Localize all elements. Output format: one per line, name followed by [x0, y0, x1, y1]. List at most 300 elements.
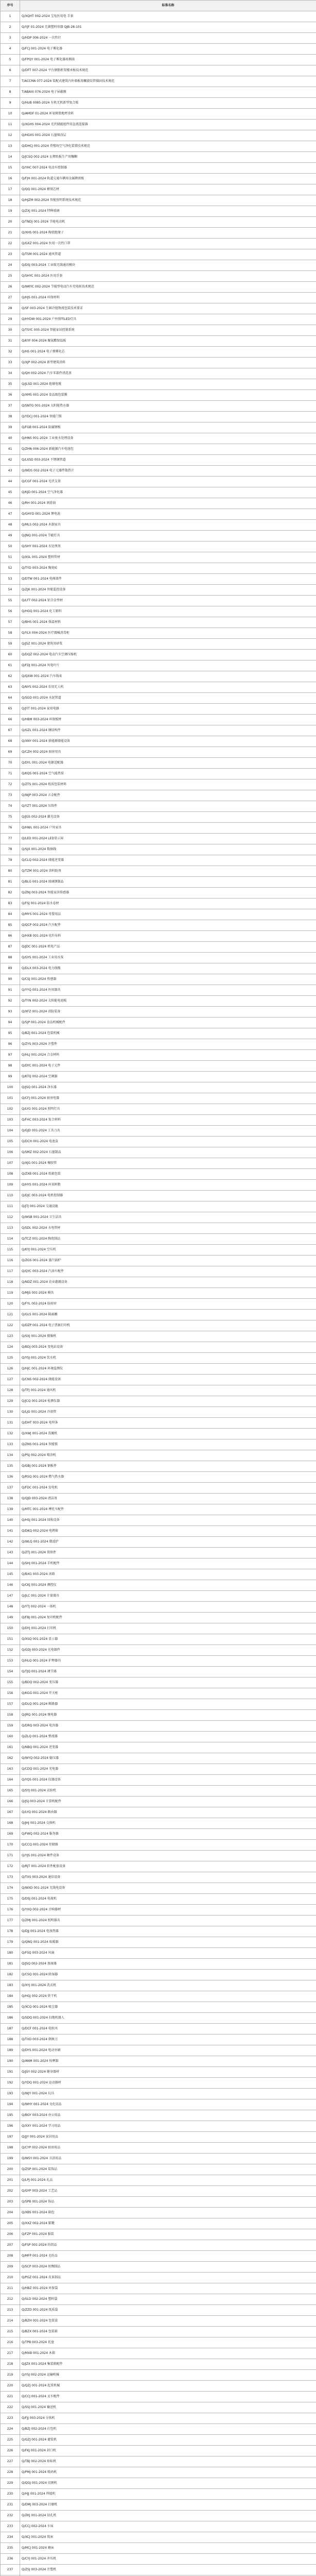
standard-name-cell: Q/JSQ 002-2024 加湿器: [20, 1959, 316, 1970]
table-row: [1, 812, 316, 823]
table-row: [1, 1191, 316, 1201]
standard-name-cell: Q/HYS 001-2024 环氧树脂: [20, 1180, 316, 1191]
table-row: [1, 2424, 316, 2435]
row-index-cell: 40: [1, 433, 20, 444]
standard-name-cell: Q/WSY 001-2024 卫浴用品: [20, 2154, 316, 2164]
row-index-cell: 124: [1, 1342, 20, 1353]
table-row: [1, 1104, 316, 1115]
row-index-cell: 140: [1, 1515, 20, 1526]
standard-name-cell: Q/QZJ 001-2024 起重机械: [20, 2381, 316, 2392]
standard-name-cell: Q/DSJ 003-2024 工业级无线通讯模块: [20, 260, 316, 271]
table-row: [1, 996, 316, 1007]
standard-name-cell: Q/DHT 003-2024 电焊条: [20, 1418, 316, 1429]
standard-name-cell: Q/YXQ 002-2024 音响器材: [20, 1905, 316, 1916]
standard-name-cell: Q/NYS 002-2024 农用无人机: [20, 682, 316, 693]
table-row: [1, 1050, 316, 1061]
row-index-cell: 178: [1, 1926, 20, 1937]
table-row: [1, 1007, 316, 1018]
row-index-cell: 174: [1, 1883, 20, 1894]
standard-name-cell: Q/CSQ 001-2024 除湿器: [20, 1970, 316, 1980]
row-index-cell: 80: [1, 866, 20, 877]
standard-name-cell: Q/TFJ 001-2024 通风机: [20, 1385, 316, 1396]
row-index-cell: 218: [1, 2359, 20, 2370]
table-row: [1, 2402, 316, 2413]
standard-name-cell: Q/HWL 001-2024 户外家具: [20, 823, 316, 834]
row-index-cell: 77: [1, 834, 20, 844]
table-row: [1, 1537, 316, 1548]
row-index-cell: 66: [1, 715, 20, 725]
standard-name-cell: Q/JCQ 001-2024 检测仪器: [20, 1396, 316, 1407]
row-index-cell: 1: [1, 11, 20, 22]
table-body: [1, 11, 316, 2576]
row-index-cell: 228: [1, 2467, 20, 2478]
table-row: [1, 1807, 316, 1818]
row-index-cell: 192: [1, 2078, 20, 2089]
row-index-cell: 55: [1, 596, 20, 606]
row-index-cell: 27: [1, 293, 20, 303]
table-row: [1, 1201, 316, 1212]
standard-name-cell: Q/SDQ 001-2024 扫地机器人: [20, 2013, 316, 2024]
row-index-cell: 39: [1, 422, 20, 433]
row-index-cell: 18: [1, 195, 20, 206]
standard-name-cell: Q/WKYC 002-2024 节能型电动汽车充电桩技术规范: [20, 282, 316, 293]
table-row: [1, 628, 316, 639]
table-row: [1, 2067, 316, 2078]
row-index-cell: 99: [1, 1072, 20, 1082]
table-row: [1, 44, 316, 55]
standard-name-cell: Q/FKJ 001-2024 封口机: [20, 2446, 316, 2456]
table-row: [1, 1948, 316, 1959]
standard-name-cell: Q/RJT 001-2024 软件配套设备: [20, 1861, 316, 1872]
row-index-cell: 112: [1, 1212, 20, 1223]
table-row: [1, 639, 316, 650]
table-row: [1, 11, 316, 22]
standard-name-cell: Q/TCZ 001-2024 陶瓷制品: [20, 1234, 316, 1245]
row-index-cell: 145: [1, 1569, 20, 1580]
table-row: [1, 574, 316, 585]
row-index-cell: 132: [1, 1429, 20, 1439]
standard-name-cell: Q/QNQ 001-2024 取暖器: [20, 1937, 316, 1948]
table-row: [1, 1980, 316, 1991]
table-row: [1, 487, 316, 498]
standard-name-cell: Q/YJF 01-2024 无菌塑料容器 QJB-28-101: [20, 22, 316, 33]
standard-name-cell: Q/FHC 003-2024 复合材料: [20, 1115, 316, 1126]
standard-name-cell: Q/DRQ 003-2024 电容器: [20, 1721, 316, 1732]
standard-name-cell: Q/XHS 001-2024 陶瓷绝缘子: [20, 228, 316, 239]
row-index-cell: 180: [1, 1948, 20, 1959]
table-row: [1, 2132, 316, 2143]
row-index-cell: 135: [1, 1461, 20, 1472]
table-row: [1, 55, 316, 65]
row-index-cell: 62: [1, 671, 20, 682]
standard-name-cell: Q/WLQ 001-2024 微波炉: [20, 1537, 316, 1548]
row-index-cell: 17: [1, 184, 20, 195]
row-index-cell: 57: [1, 617, 20, 628]
table-row: [1, 974, 316, 985]
row-index-cell: 51: [1, 552, 20, 563]
table-row: [1, 412, 316, 422]
table-row: [1, 2208, 316, 2218]
row-index-cell: 235: [1, 2543, 20, 2554]
table-row: [1, 1061, 316, 1072]
table-row: [1, 2013, 316, 2024]
table-row: [1, 455, 316, 466]
row-index-cell: 38: [1, 412, 20, 422]
row-index-cell: 130: [1, 1407, 20, 1418]
table-row: [1, 2143, 316, 2154]
row-index-cell: 216: [1, 2337, 20, 2348]
table-row: [1, 1970, 316, 1980]
row-index-cell: 230: [1, 2489, 20, 2500]
standard-name-cell: Q/CYP 002-2024 厨房用品: [20, 2143, 316, 2154]
standard-name-cell: Q/SJP 001-2024 食品机械配件: [20, 1018, 316, 1028]
standard-name-cell: Q/JSJ 003-2024 计算机配件: [20, 1797, 316, 1807]
standard-name-cell: Q/SNTG 001-2024 太阳能热水器: [20, 401, 316, 412]
row-index-cell: 120: [1, 1299, 20, 1310]
standard-name-cell: Q/MCJ 001-2024 磨床: [20, 2543, 316, 2554]
table-row: [1, 87, 316, 98]
table-row: [1, 1245, 316, 1256]
table-row: [1, 2500, 316, 2511]
row-index-cell: 225: [1, 2435, 20, 2446]
row-index-cell: 35: [1, 379, 20, 390]
table-row: [1, 617, 316, 628]
row-index-cell: 52: [1, 563, 20, 574]
standard-name-cell: Q/XWJ 001-2024 洗碗机: [20, 1429, 316, 1439]
table-row: [1, 2186, 316, 2197]
table-row: [1, 704, 316, 715]
table-row: [1, 1732, 316, 1742]
standard-name-cell: Q/QH 002-2024 汽车零部件清洗剂: [20, 368, 316, 379]
standard-name-cell: Q/DYL 001-2024 电源适配器: [20, 758, 316, 769]
table-row: [1, 2099, 316, 2110]
row-index-cell: 172: [1, 1861, 20, 1872]
standard-name-cell: Q/HS 001-2024 电子烟雾化芯: [20, 347, 316, 358]
row-index-cell: 93: [1, 1007, 20, 1018]
standard-name-cell: Q/TXS 003-2024 通信设备: [20, 1872, 316, 1883]
table-row: [1, 1147, 316, 1158]
standard-name-cell: Q/DFT 007-2024 平台钢筋桁架楼承板技术规范: [20, 65, 316, 76]
standard-name-cell: Q/BLG 001-2024 玻璃钢制品: [20, 877, 316, 888]
row-index-cell: 205: [1, 2218, 20, 2229]
row-index-cell: 53: [1, 574, 20, 585]
row-index-cell: 202: [1, 2186, 20, 2197]
table-row: [1, 2392, 316, 2402]
standard-name-cell: Q/HBZ 001-2024 环保袋: [20, 2283, 316, 2294]
row-index-cell: 234: [1, 2532, 20, 2543]
row-index-cell: 149: [1, 1613, 20, 1623]
row-index-cell: 123: [1, 1331, 20, 1342]
table-row: [1, 2521, 316, 2532]
table-row: [1, 1039, 316, 1050]
table-row: [1, 2089, 316, 2099]
table-row: [1, 650, 316, 660]
row-index-cell: 31: [1, 336, 20, 347]
standard-name-cell: Q/LED 001-2024 LED显示屏: [20, 834, 316, 844]
row-index-cell: 181: [1, 1959, 20, 1970]
row-index-cell: 173: [1, 1872, 20, 1883]
table-row: [1, 2218, 316, 2229]
standard-name-cell: Q/CNS 002-2024 储能设备: [20, 1375, 316, 1385]
row-index-cell: 162: [1, 1753, 20, 1764]
column-header-index: 序号: [1, 1, 20, 11]
standard-name-cell: Q/XFZ 001-2024 消防装备: [20, 1007, 316, 1018]
standard-name-cell: Q/DJC 003-2024 电机控制器: [20, 1191, 316, 1201]
standard-name-cell: Q/BXG 003-2024 冰箱: [20, 1569, 316, 1580]
row-index-cell: 161: [1, 1742, 20, 1753]
row-index-cell: 90: [1, 974, 20, 985]
standard-name-cell: Q/SCP 003-2024 丝绸制品: [20, 2262, 316, 2273]
standard-name-cell: Q/AMDF 01-2024 环氧树脂地坪涂料: [20, 109, 316, 120]
standard-name-cell: Q/DZP 001-2024 电子票据打印机: [20, 1320, 316, 1331]
standard-name-cell: Q/JJY 001-2024 家居用品: [20, 2132, 316, 2143]
row-index-cell: 129: [1, 1396, 20, 1407]
table-row: [1, 271, 316, 282]
standard-name-cell: Q/JLSD 001-2024 绝缘电缆: [20, 379, 316, 390]
row-index-cell: 231: [1, 2500, 20, 2511]
row-index-cell: 105: [1, 1137, 20, 1147]
standard-name-cell: Q/MJS 001-2024 模具: [20, 1288, 316, 1299]
row-index-cell: 36: [1, 390, 20, 401]
table-row: [1, 682, 316, 693]
table-row: [1, 1439, 316, 1450]
standard-name-cell: Q/FWQ 002-2024 服务器: [20, 1829, 316, 1840]
row-index-cell: 136: [1, 1472, 20, 1483]
standard-name-cell: Q/HDP 006-2024 一次性针: [20, 33, 316, 44]
table-row: [1, 2164, 316, 2175]
standard-name-cell: Q/XCJ 001-2024 铣床: [20, 2532, 316, 2543]
standard-name-cell: Q/DHCJ 001-2024 养殖场空气净化装置技术规范: [20, 141, 316, 152]
row-index-cell: 133: [1, 1439, 20, 1450]
standard-name-cell: Q/ZSJ 003-2024 注塑机: [20, 2565, 316, 2575]
standard-name-cell: Q/YDQ 001-2024 运动器材: [20, 2078, 316, 2089]
table-row: [1, 563, 316, 574]
table-row: [1, 899, 316, 909]
table-row: [1, 1169, 316, 1180]
table-row: [1, 823, 316, 834]
row-index-cell: 185: [1, 2002, 20, 2013]
table-row: [1, 1407, 316, 1418]
row-index-cell: 159: [1, 1721, 20, 1732]
standard-name-cell: Q/ZYS 003-2024 注塑件: [20, 1039, 316, 1050]
row-index-cell: 191: [1, 2067, 20, 2078]
row-index-cell: 101: [1, 1093, 20, 1104]
row-index-cell: 3: [1, 33, 20, 44]
standard-name-cell: Q/ZXB 001-2024 纸箱包装: [20, 1169, 316, 1180]
standard-name-cell: Q/YHC 007-2024 电动车控制器: [20, 163, 316, 174]
row-index-cell: 170: [1, 1840, 20, 1851]
table-row: [1, 1851, 316, 1861]
table-row: [1, 1331, 316, 1342]
standard-name-cell: Q/GZL 001-2024 钢结构件: [20, 725, 316, 736]
row-index-cell: 83: [1, 899, 20, 909]
standard-name-cell: Q/SLD 002-2024 塑料袋: [20, 2294, 316, 2305]
row-index-cell: 12: [1, 130, 20, 141]
table-row: [1, 22, 316, 33]
table-row: [1, 606, 316, 617]
table-row: [1, 1472, 316, 1483]
table-row: [1, 834, 316, 844]
row-index-cell: 194: [1, 2099, 20, 2110]
row-index-cell: 94: [1, 1018, 20, 1028]
standard-name-cell: Q/XQHT 002-2024 宝龟医用电 手套: [20, 11, 316, 22]
standard-name-cell: Q/YQS 001-2024 仪器设备: [20, 1775, 316, 1786]
table-row: [1, 660, 316, 671]
row-index-cell: 126: [1, 1364, 20, 1375]
standard-name-cell: Q/ZKJ 001-2024 钻孔机: [20, 2511, 316, 2521]
row-index-cell: 7: [1, 76, 20, 87]
table-row: [1, 1699, 316, 1710]
standard-name-cell: Q/GBJ 001-2024 钢板件: [20, 1461, 316, 1472]
row-index-cell: 88: [1, 953, 20, 963]
table-row: [1, 2262, 316, 2273]
standard-name-cell: Q/JTJ 001-2024 交通设施: [20, 1201, 316, 1212]
table-row: [1, 877, 316, 888]
table-row: [1, 1353, 316, 1364]
standard-name-cell: Q/XJG 001-2024 橡胶管: [20, 1158, 316, 1169]
table-row: [1, 1580, 316, 1591]
table-row: [1, 2240, 316, 2251]
standard-name-cell: Q/SYJ 001-2024 试验机: [20, 1786, 316, 1797]
table-row: [1, 1288, 316, 1299]
standard-name-cell: Q/XJP 002-2024 新型建筑涂料: [20, 358, 316, 368]
standard-name-cell: Q/XXZ 002-2024 鞋靴: [20, 2218, 316, 2229]
row-index-cell: 214: [1, 2316, 20, 2327]
table-row: [1, 1223, 316, 1234]
table-row: [1, 2175, 316, 2186]
table-row: [1, 855, 316, 866]
row-index-cell: 15: [1, 163, 20, 174]
standard-name-cell: Q/KQS 001-2024 空气能热泵: [20, 769, 316, 779]
table-row: [1, 1483, 316, 1494]
table-row: [1, 303, 316, 314]
row-index-cell: 204: [1, 2208, 20, 2218]
table-row: [1, 541, 316, 552]
table-row: [1, 325, 316, 336]
row-index-cell: 108: [1, 1169, 20, 1180]
table-row: [1, 141, 316, 152]
table-row: [1, 1504, 316, 1515]
table-row: [1, 358, 316, 368]
standard-name-cell: Q/SMZ 002-2024 石墨制品: [20, 1147, 316, 1158]
table-row: [1, 390, 316, 401]
row-index-cell: 25: [1, 271, 20, 282]
row-index-cell: 201: [1, 2175, 20, 2186]
table-row: [1, 1429, 316, 1439]
table-row: [1, 422, 316, 433]
table-row: [1, 1926, 316, 1937]
row-index-cell: 144: [1, 1558, 20, 1569]
table-row: [1, 184, 316, 195]
standard-name-cell: Q/DLQ 001-2024 断路器: [20, 1699, 316, 1710]
row-index-cell: 64: [1, 693, 20, 704]
row-index-cell: 84: [1, 909, 20, 920]
table-row: [1, 2489, 316, 2500]
row-index-cell: 171: [1, 1851, 20, 1861]
row-index-cell: 168: [1, 1818, 20, 1829]
table-row: [1, 1093, 316, 1104]
table-row: [1, 2294, 316, 2305]
standard-name-cell: Q/HLQ 001-2024 护理器具: [20, 1656, 316, 1667]
standard-name-cell: Q/RH 001-2024 润滑油: [20, 498, 316, 509]
row-index-cell: 215: [1, 2327, 20, 2337]
standard-name-cell: Q/GYP 003-2024 工艺品: [20, 2186, 316, 2197]
standard-name-cell: Q/HJJ 001-2024 焊接机: [20, 2489, 316, 2500]
table-row: [1, 2381, 316, 2392]
standard-name-cell: Q/JGS 002-2024 激光设备: [20, 812, 316, 823]
standard-name-cell: Q/ZMJ 001-2024 照明器具: [20, 1916, 316, 1926]
table-row: [1, 1645, 316, 1656]
standard-name-cell: Q/ZXJ 001-2024 特种玻璃: [20, 206, 316, 217]
table-row: [1, 2251, 316, 2262]
table-row: [1, 239, 316, 249]
standard-name-cell: Q/CCJ 001-2024 叉车配件: [20, 2392, 316, 2402]
row-index-cell: 211: [1, 2283, 20, 2294]
row-index-cell: 208: [1, 2251, 20, 2262]
standard-name-cell: Q/ZJK 001-2024 智能监控设备: [20, 585, 316, 596]
standard-name-cell: Q/BZX 001-2024 包装箱: [20, 2327, 316, 2337]
standard-name-cell: Q/CLQ 002-2024 储能逆变器: [20, 855, 316, 866]
table-row: [1, 790, 316, 801]
row-index-cell: 86: [1, 931, 20, 942]
table-row: [1, 1548, 316, 1558]
table-row: [1, 909, 316, 920]
row-index-cell: 177: [1, 1916, 20, 1926]
standard-name-cell: Q/KYF 004-2024 聚氨酯保温板: [20, 336, 316, 347]
row-index-cell: 5: [1, 55, 20, 65]
table-row: [1, 1894, 316, 1905]
table-row: [1, 217, 316, 228]
standard-name-cell: Q/TSM 001-2024 通风管道: [20, 249, 316, 260]
row-index-cell: 92: [1, 996, 20, 1007]
row-index-cell: 68: [1, 736, 20, 747]
row-index-cell: 2: [1, 22, 20, 33]
standard-name-cell: Q/TBJ 002-2024 贴标机: [20, 2456, 316, 2467]
row-index-cell: 148: [1, 1602, 20, 1613]
table-row: [1, 1137, 316, 1147]
standard-name-cell: Q/GJD 001-2024 工具刀具: [20, 1126, 316, 1137]
row-index-cell: 221: [1, 2392, 20, 2402]
table-row: [1, 2413, 316, 2424]
standard-name-cell: Q/QYC 003-2024 汽油车配件: [20, 1266, 316, 1277]
table-row: [1, 2045, 316, 2056]
row-index-cell: 117: [1, 1266, 20, 1277]
table-row: [1, 1526, 316, 1537]
standard-name-cell: Q/DCF 001-2024 电吹风: [20, 2024, 316, 2035]
standard-name-cell: Q/QJD 003-2024 清洁剂: [20, 1494, 316, 1504]
table-row: [1, 1569, 316, 1580]
standard-name-cell: Q/DCH 001-2024 电池盒: [20, 1137, 316, 1147]
table-row: [1, 736, 316, 747]
row-index-cell: 9: [1, 98, 20, 109]
standard-name-cell: Q/FDJ 001-2024 风电叶片: [20, 660, 316, 671]
table-row: [1, 1818, 316, 1829]
table-row: [1, 1613, 316, 1623]
row-index-cell: 122: [1, 1320, 20, 1331]
table-row: [1, 2229, 316, 2240]
table-row: [1, 2327, 316, 2337]
column-header-standard-name: 标准名称: [20, 1, 316, 11]
standard-name-cell: Q/SGD 001-2024 水泥管道: [20, 693, 316, 704]
standard-name-cell: Q/SDL 002-2024 水电管材: [20, 1223, 316, 1234]
standard-name-cell: Q/GDJ 003-2024 光电器件: [20, 1645, 316, 1656]
standard-name-cell: Q/BDQ 002-2024 变压器: [20, 1677, 316, 1688]
standard-name-cell: Q/WYQ 002-2024 稳压器: [20, 1753, 316, 1764]
table-row: [1, 2511, 316, 2521]
row-index-cell: 89: [1, 963, 20, 974]
standard-name-cell: Q/JYT 001-2024 家用电器: [20, 704, 316, 715]
table-row: [1, 444, 316, 455]
